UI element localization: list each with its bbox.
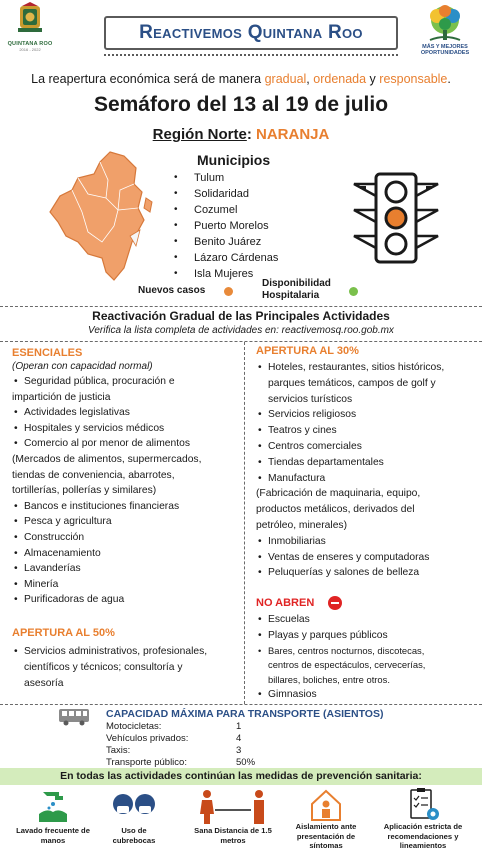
page-title: Reactivemos Quintana Roo <box>139 22 363 43</box>
social-distance-icon <box>195 788 271 826</box>
header <box>0 0 482 66</box>
disponibilidad-dot <box>349 287 358 296</box>
list-item: • Escuelas <box>256 612 478 628</box>
list-item: asesoría <box>24 677 64 689</box>
intro-text <box>0 72 482 86</box>
table-row <box>106 745 255 757</box>
prevencion-item-isolation <box>282 788 370 851</box>
list-item: • Ventas de enseres y computadoras <box>256 550 478 566</box>
row-label: Motocicletas: <box>106 721 162 732</box>
list-item: servicios turísticos <box>268 393 353 405</box>
row-label: Vehículos privados: <box>106 733 189 744</box>
isolation-label: Aislamiento ante presentación de síntomas <box>295 822 357 850</box>
list-item: billares, boliches, entre otros. <box>268 673 390 685</box>
handwash-label: Lavado frecuente de manos <box>16 826 90 845</box>
list-item: • Isla Mujeres <box>172 266 278 282</box>
column-divider <box>244 342 245 704</box>
list-item: científicos y técnicos; consultoría y <box>24 661 183 673</box>
intro-word-ordenada: ordenada <box>313 72 367 86</box>
list-item: productos metálicos, derivados del <box>256 504 415 516</box>
table-row <box>106 721 255 733</box>
transporte-title: CAPACIDAD MÁXIMA PARA TRANSPORTE (ASIENTOS) <box>106 708 384 720</box>
list-item: • Inmobiliarias <box>256 534 478 550</box>
list-item: • Purificadoras de agua <box>12 592 240 608</box>
list-item: impartición de justicia <box>12 391 111 403</box>
left-logo-text: QUINTANA ROO <box>7 41 53 47</box>
esenciales-title: ESENCIALES <box>12 347 83 359</box>
list-item: • Peluquerías y salones de belleza <box>256 565 478 581</box>
intro-suffix: . <box>447 72 451 86</box>
no-abren-title: NO ABREN <box>256 597 315 609</box>
transporte-table <box>106 721 255 769</box>
list-item: tiendas de conveniencia, abarrotes, <box>12 469 175 481</box>
list-item: • Hospitales y servicios médicos <box>12 421 240 437</box>
region-label: Región Norte <box>152 126 247 143</box>
region-map-icon <box>48 150 158 282</box>
quintana-roo-logo <box>6 2 54 64</box>
municipios-title: Municipios <box>197 152 271 168</box>
title-divider <box>104 54 398 56</box>
divider <box>0 341 482 342</box>
esenciales-list <box>12 374 240 608</box>
list-item: • Tulum <box>172 170 278 186</box>
guidelines-label: Aplicación estricta de recomendaciones y lineamientos <box>383 822 463 850</box>
list-item: • Lavanderías <box>12 561 240 577</box>
list-item: • Bancos e instituciones financieras <box>12 499 240 515</box>
list-item: tortillerías, pollerías y similares) <box>12 485 157 497</box>
list-item: • Servicios religiosos <box>256 407 478 423</box>
intro-prefix: La reapertura económica será de manera <box>31 72 265 86</box>
list-item: • Puerto Morelos <box>172 218 278 234</box>
list-item: • Gimnasios <box>256 687 478 703</box>
list-item: • Solidaridad <box>172 186 278 202</box>
left-logo-sub: 2016 - 2022 <box>19 47 41 52</box>
list-item: • Benito Juárez <box>172 234 278 250</box>
list-item: • Tiendas departamentales <box>256 455 478 471</box>
list-item: • Actividades legislativas <box>12 405 240 421</box>
list-item: • Construcción <box>12 530 240 546</box>
nuevos-casos-dot <box>224 287 233 296</box>
apertura50-list <box>12 644 240 691</box>
region-line <box>0 126 482 143</box>
reactivacion-subtitle: Verifica la lista completa de actividades en: reactivemosq.roo.gob.mx <box>88 325 394 336</box>
list-item: • Manufactura <box>256 471 478 487</box>
list-item: • Bares, centros nocturnos, discotecas, <box>256 644 478 659</box>
intro-word-responsable: responsable <box>379 72 448 86</box>
esenciales-note: (Operan con capacidad normal) <box>12 361 153 372</box>
semaforo-title: Semáforo del 13 al 19 de julio <box>93 93 389 116</box>
list-item: • Centros comerciales <box>256 439 478 455</box>
bus-icon <box>58 708 90 726</box>
row-value: 50% <box>236 757 256 768</box>
list-item: • Almacenamiento <box>12 546 240 562</box>
list-item: • Seguridad pública, procuración e <box>12 374 240 390</box>
reactivacion-title: Reactivación Gradual de las Principales Actividades <box>92 309 390 323</box>
oportunidades-logo <box>414 4 476 62</box>
apertura50-title: APERTURA AL 50% <box>12 627 115 639</box>
divider <box>0 704 482 705</box>
disponibilidad-text: Disponibilidad Hospitalaria <box>262 278 331 301</box>
row-value: 4 <box>236 733 242 744</box>
nuevos-casos-label: Nuevos casos <box>138 285 206 296</box>
distance-label: Sana Distancia de 1.5 metros <box>194 826 272 845</box>
list-item: • Playas y parques públicos <box>256 628 478 644</box>
traffic-light-icon <box>348 170 444 266</box>
row-label: Transporte público: <box>106 757 187 768</box>
right-logo-text: MÁS Y MEJORES OPORTUNIDADES <box>420 44 470 56</box>
row-label: Taxis: <box>106 745 131 756</box>
region-value: NARANJA <box>256 126 330 143</box>
list-item: • Teatros y cines <box>256 423 478 439</box>
list-item: • Comercio al por menor de alimentos <box>12 436 240 452</box>
apertura30-list <box>256 360 478 581</box>
handwash-icon <box>33 788 73 826</box>
checklist-gear-icon <box>405 788 441 822</box>
prevencion-item-guidelines <box>372 788 474 851</box>
list-item: • Pesca y agricultura <box>12 514 240 530</box>
home-isolation-icon <box>308 788 344 822</box>
title-box <box>104 16 398 50</box>
prevencion-item-mask <box>104 788 164 845</box>
state-seal-icon <box>15 2 45 36</box>
list-item: • Lázaro Cárdenas <box>172 250 278 266</box>
list-item: • Minería <box>12 577 240 593</box>
no-abren-list <box>256 612 478 703</box>
list-item: centros de espectáculos, cervecerías, <box>268 659 426 671</box>
list-item: (Mercados de alimentos, supermercados, <box>12 453 202 465</box>
list-item: parques temáticos, campos de golf y <box>268 377 436 389</box>
list-item: (Fabricación de maquinaria, equipo, <box>256 488 421 500</box>
prevencion-item-handwash <box>14 788 92 845</box>
row-value: 3 <box>236 745 242 756</box>
list-item: • Servicios administrativos, profesionales, <box>12 644 240 660</box>
prevencion-banner: En todas las actividades continúan las medidas de prevención sanitaria: <box>0 768 482 785</box>
list-item: • Cozumel <box>172 202 278 218</box>
divider <box>0 306 482 307</box>
apertura30-title: APERTURA AL 30% <box>256 345 359 357</box>
intro-sep2: y <box>366 72 380 86</box>
list-item: petróleo, minerales) <box>256 519 347 531</box>
table-row <box>106 733 255 745</box>
intro-sep1: , <box>306 72 314 86</box>
tree-logo-icon <box>422 4 468 44</box>
disponibilidad-label <box>262 278 346 302</box>
list-item: • Hoteles, restaurantes, sitios históricos, <box>256 360 478 376</box>
mask-label: Uso de cubrebocas <box>112 826 156 845</box>
region-colon: : <box>246 126 252 143</box>
row-value: 1 <box>236 721 242 732</box>
intro-word-gradual: gradual <box>264 72 307 86</box>
face-mask-icon <box>112 788 156 826</box>
no-entry-icon <box>328 596 342 610</box>
prevencion-item-distance <box>188 788 278 845</box>
municipios-list <box>172 170 278 282</box>
